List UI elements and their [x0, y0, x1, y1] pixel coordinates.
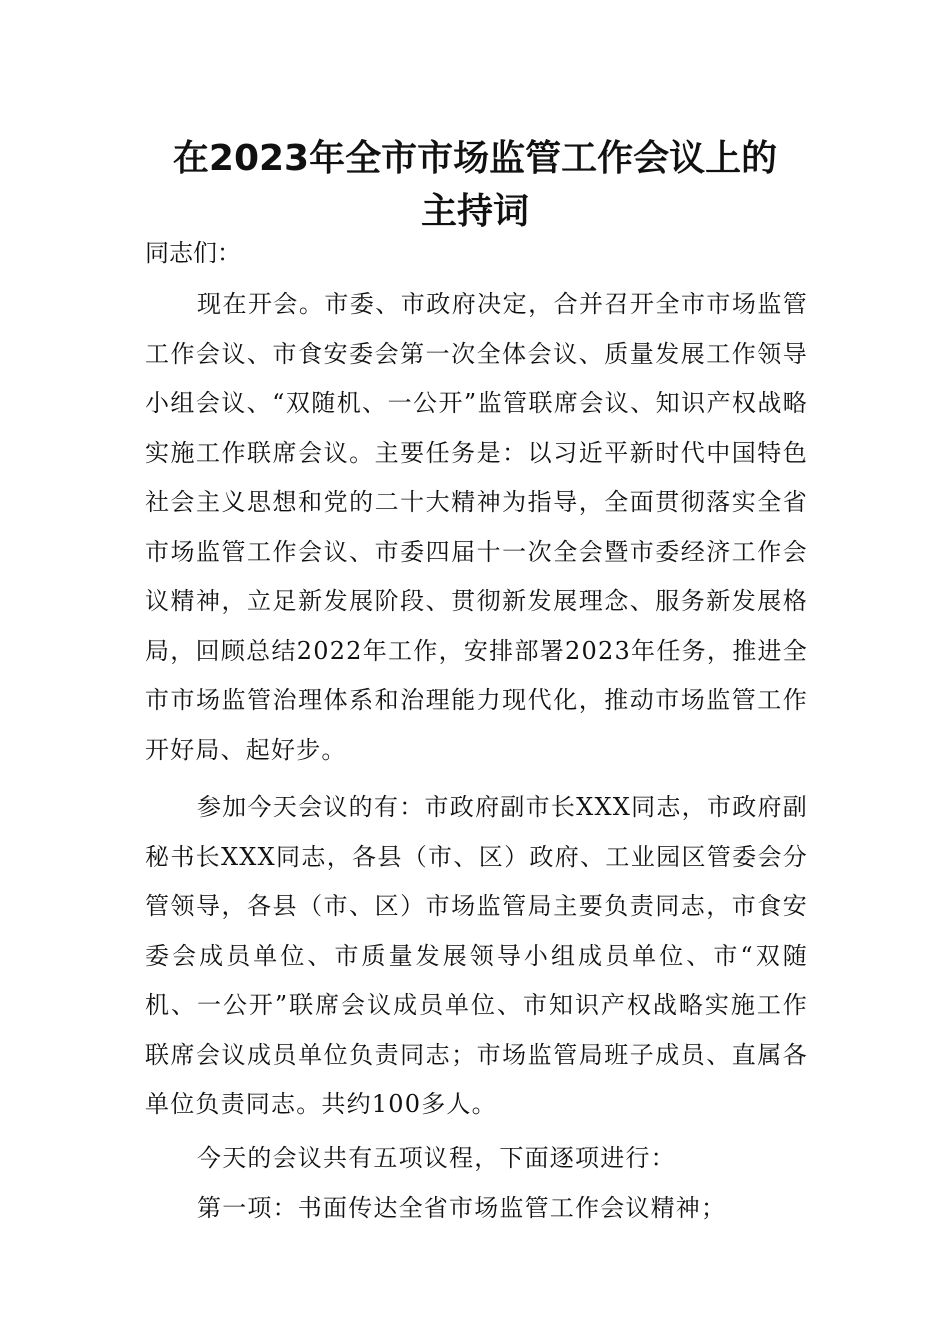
paragraph-attendees: 参加今天会议的有：市政府副市长XXX同志，市政府副秘书长XXX同志，各县（市、区）政府、工业园区管委会分管领导，各县（市、区）市场监管局主要负责同志，市食安委会成员单位、市质量发展领导小组成员单位、市“双随机、一公开”联席会议成员单位、市知识产权战略实施工作联席会议成员单位负责同志；市场监管局班子成员、直属各单位负责同志。共约100多人。	[145, 793, 808, 1118]
document-title-line-2: 主持词	[420, 191, 529, 232]
paragraph-agenda-item-1: 第一项：书面传达全省市场监管工作会议精神；	[197, 1194, 727, 1222]
document-title-line-1: 在2023年全市市场监管工作会议上的	[172, 138, 778, 179]
paragraph-opening: 现在开会。市委、市政府决定，合并召开全市市场监管工作会议、市食安委会第一次全体会议、质量发展工作领导小组会议、“双随机、一公开”监管联席会议、知识产权战略实施工作联席会议。主要任务是：以习近平新时代中国特色社会主义思想和党的二十大精神为指导，全面贯彻落实全省市场监管工作会议、市委四届十一次全会暨市委经济工作会议精神，立足新发展阶段、贯彻新发展理念、服务新发展格局，回顾总结2022年工作，安排部署2023年任务，推进全市市场监管治理体系和治理能力现代化，推动市场监管工作开好局、起好步。	[145, 290, 808, 764]
salutation: 同志们：	[145, 239, 241, 267]
paragraph-agenda-intro: 今天的会议共有五项议程，下面逐项进行：	[197, 1144, 676, 1172]
